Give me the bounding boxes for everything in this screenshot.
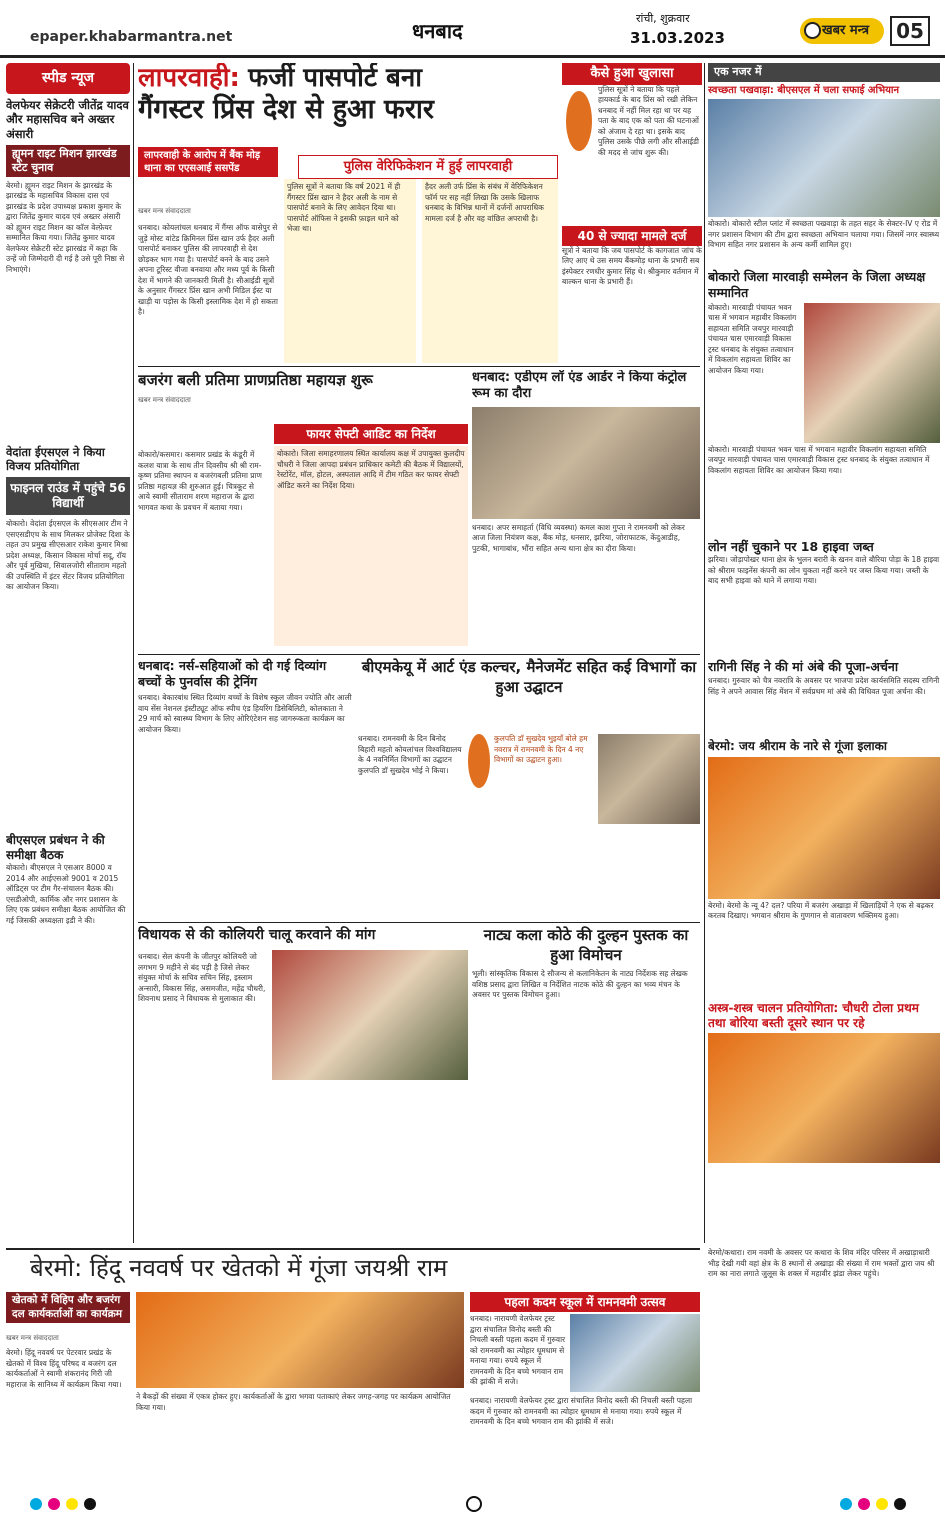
bmku-photo: [598, 734, 700, 824]
right-h6: अस्त्र-शस्त्र चालन प्रतियोगिता: चौधरी टोला प्रथम तथा बोरिया बस्ती दूसरे स्थान पर रहे: [708, 1000, 919, 1030]
page-number: 05: [890, 16, 930, 46]
logo-icon: [804, 22, 821, 39]
mid-t6: भूली। सांस्कृतिक विकास दे सौजन्य से कलानिकेतन के नाट्य निर्देशक सह लेखक वशिष्ठ प्रसाद द्वारा लिखित व निर्देशित नाटक कोठे की दुल्हन का भव्य मंचन के अवसर पर पुस्तक विमोचन हुआ।: [472, 969, 688, 999]
left-column: [6, 63, 130, 1248]
right-t2: बोकारो। मारवाड़ी पंचायत भवन चास में भगवान महावीर विकलांग सहायता समिति जयपुर मारवाड़ी पंचायत चास एमारवाड़ी विकास ट्रस्ट धनबाद के संयुक्त तत्वाधान में विकलांग सहायता शिविर का आयोजन किया गया।: [708, 302, 797, 375]
divider: [138, 654, 700, 655]
mid-t1: बोकारो/कसमार। कसमार प्रखंड के कंडूरी में कलश यात्रा के साथ तीन दिवसीय श्री श्री राम-कृष्ण प्रतिमा स्थापन व बजरंगबली प्रतिमा प्राण प्रतिष्ठा महायज्ञ की शुरुआत हुई। चित्रकूट से आये स्वामी सीताराम शरण महाराज के द्वारा भागवत कथा के प्रवचन में बताया गया।: [138, 450, 262, 512]
right-column: [708, 63, 940, 1243]
lead-band: पुलिस वेरिफिकेशन में हुई लापरवाही: [298, 155, 558, 179]
cyan-dot-icon: [30, 1498, 42, 1510]
mid-h4: बीएमकेयू में आर्ट एंड कल्चर, मैनेजमेंट सहित कई विभागों का हुआ उद्घाटन: [361, 658, 697, 696]
control-room-photo: [472, 407, 700, 519]
mid-h3: धनबाद: नर्स-सहियाओं को दी गई दिव्यांग बच्चों के पुनर्वास की ट्रेनिंग: [138, 658, 327, 689]
magenta-dot-icon: [858, 1498, 870, 1510]
left-t2: बोकारो। वेदांता ईएसएल के सीएसआर टीम ने एसएसडीएच के साथ मिलकर प्रोजेक्ट दिशा के तहत उप प्रमुख सीएसआर राकेश कुमार मिश्रा प्रदेश अध्यक्ष, किसान विकास मोर्चा सदू, रॉय और पूर्व मुखिया, सिवालजोरी सीताराम महतो की उपस्थिति में इंटर सेंटर विजय प्रतियोगिता का आयोजन किया।: [6, 519, 130, 592]
how-title: कैसे हुआ खुलासा: [562, 63, 702, 85]
left-t3: बोकारो। बीएसएल ने एसआर 8000 व 2014 और आईएसओ 9001 व 2015 ऑडिट्स पर टीम गैर-संचालन बैठक की। एसडीओपी, कार्मिक और नगर प्रशासन के लिए एक प्रबंधन समीक्षा बैठक आयोजित की गई जिसकी अध्यक्षता इडी ने की।: [6, 863, 126, 925]
bottom-t3: धनबाद। नारायणी वेलफेयर ट्रस्ट द्वारा संचालित विनोद बस्ती की निचली बस्ती पहला कदम में गुरुवार को रामनवमी का त्योहार धूमधाम से मनाया गया। रुपये स्कूल में रामनवमी के दिन बच्चे भगवान राम की झांकी में सजे।: [470, 1396, 693, 1426]
how-title-2: 40 से ज्यादा मामले दर्ज: [562, 226, 702, 246]
bottom-byline: खबर मन्त्र संवाददाता: [6, 1334, 59, 1342]
divider: [704, 63, 705, 1243]
right-h5: बेरमो: जय श्रीराम के नारे से गूंजा इलाका: [708, 739, 887, 754]
lead-byline: खबर मन्त्र संवाददाता: [138, 207, 191, 215]
colliery-photo: [272, 950, 468, 1080]
school-photo: [570, 1314, 700, 1392]
mid-t3: धनबाद। बेकारबांध स्थित दिव्यांग बच्चों के विशेष स्कूल जीवन ज्योति और आली वाय सेंस नेशनल इंस्टीट्यूट ऑफ स्पीच एंड हियरिंग डिसेबिलिटी, कोलकाता ने 29 मार्च को स्वास्थ्य विभाग के लिए ओरिएंटेशन सह जागरूकता कार्यक्रम का आयोजन किया।: [138, 693, 352, 734]
ram-photo: [708, 757, 940, 899]
yellow-dot-icon: [876, 1498, 888, 1510]
left-h1-sub: ह्यूमन राइट मिशन झारखंड स्टेट चुनाव: [6, 145, 130, 177]
logo-text: खबर मन्त्र: [822, 23, 870, 38]
bmku-story: [358, 658, 700, 918]
site-url[interactable]: epaper.khabarmantra.net: [30, 29, 233, 45]
place-day: रांची, शुक्रवार: [636, 12, 690, 25]
lead-story: [138, 63, 558, 363]
bottom-t3-a: धनबाद। नारायणी वेलफेयर ट्रस्ट द्वारा संचालित विनोद बस्ती की निचली बस्ती पहला कदम में गुरुवार को रामनवमी का त्योहार धूमधाम से मनाया गया। रुपये स्कूल में रामनवमी के दिन बच्चे भगवान राम की झांकी में सजे।: [470, 1314, 566, 1386]
registration-marks: [0, 1490, 945, 1517]
how-text: पुलिस सूत्रों ने बताया कि पहले हायकार्ड के बाद प्रिंस को रखी लेकिन धनबाद में नहीं मिल रहा था पर यह पता के बाद एक को पता की घटनाओं को अंजाम दे रहा था। इसके बाद पुलिस उसके पीछे लगी और सीआईडी की मदद से जांच शुरू की।: [598, 84, 699, 157]
left-h2-box: फाइनल राउंड में पहुंचे 56 विद्यार्थी: [6, 477, 130, 515]
magenta-dot-icon: [48, 1498, 60, 1510]
how-box: [562, 63, 702, 363]
quote-icon: [468, 734, 490, 788]
how-text-2: सूत्रों ने बताया कि जब पासपोर्ट के कागजात जांच के लिए आए थे उस समय बैंकमोड़ थाना के प्रभारी सब इंस्पेक्टर रणधीर कुमार सिंह थे। श्रीकुमार वर्तमान में बाल्कन थाना के प्रभारी हैं।: [562, 245, 702, 287]
right-t6: बेरमो/कथारा। राम नवमी के अवसर पर कथारा के शिव मंदिर परिसर में अखाड़ाधारी भीड़ देखी गयी वहां क्षेत्र के 8 स्थानों से अखाड़ा की संख्या में राम भक्तों द्वारा जय श्री राम का नारा लगाते जुलूस के शक्ल में महावीर झंडा लेकर पहुंचे।: [708, 1248, 935, 1278]
lead-headline-red: लापरवाही:: [138, 63, 240, 93]
lead-headline: [138, 63, 558, 94]
left-t1: बेरमो। ह्यूमन राइट मिशन के झारखंड के झारखंड के महासचिव विकास दास एवं झारखंड के प्रदेश उपाध्यक्ष प्रकाश कुमार के द्वारा जितेंद्र कुमार यादव एवं अख्तर अंसारी को ह्यूमन राइट मिशन का कॉल वेल्फ़ेयर सम्मानित किया गया। जितेंद्र कुमार यादव वेलफेयर सेक्रेटरी स्टेट झारखंड में कहा कि उन्हें जो जिम्मेदारी दी गई है उसे पूरी निष्ठा से निभाएंगे।: [6, 180, 125, 274]
bottom-box: पहला कदम स्कूल में रामनवमी उत्सव: [470, 1292, 700, 1312]
mid-byline: खबर मन्त्र संवाददाता: [138, 396, 191, 405]
mid-h2: धनबाद: एडीएम लॉ एंड आर्डर ने किया कंट्रोल रूम का दौरा: [472, 370, 687, 402]
divider: [6, 1248, 700, 1250]
right-t5: बेरमो। बेरमो के न्यू 4? दल? परिया में बजरंग अखाड़ा में खिलाड़ियों ने एक से बढ़कर करतब दिखाए। भगवान श्रीराम के गुणगान से वातावरण भक्तिमय हुआ।: [708, 900, 934, 921]
divider: [138, 922, 700, 923]
lead-body-2: पुलिस सूत्रों ने बताया कि वर्ष 2021 में ही गैंगस्टर प्रिंस खान ने हैदर अली के नाम से पासपोर्ट बनाने के लिए आवेदन दिया था। पासपोर्ट ऑफिस ने इसकी फ़ाइल थाने को भेजा था।: [284, 179, 416, 363]
colliery-story: [138, 926, 468, 1244]
right-t1: बोकारो। बोकारो स्टील प्लांट में स्वच्छता पखवाड़ा के तहत सहर के सेक्टर-IV ए रोड में नगर प्रशासन विभाग की टीम द्वारा स्वच्छता अभियान चलाया गया। जिसमें नगर स्वास्थ्य विभाग सहित नगर प्रशासन के अन्य कर्मी शामिल हुए।: [708, 219, 940, 250]
right-h1: स्वच्छता पखवाड़ा: बीएसएल में चला सफाई अभियान: [708, 84, 900, 96]
nurse-story: [138, 658, 352, 918]
right-t2b: बोकारो। मारवाड़ी पंचायत भवन चास में भगवान महावीर विकलांग सहायता समिति जयपुर मारवाड़ी पंचायत चास एमारवाड़ी विकास ट्रस्ट धनबाद के संयुक्त तत्वाधान में विकलांग सहायता शिविर का आयोजन किया गया।: [708, 444, 930, 475]
yellow-dot-icon: [66, 1498, 78, 1510]
quote-icon: [566, 91, 592, 151]
bottom-sub: खेतको में विहिप और बजरंग दल कार्यकर्ताओं का कार्यक्रम: [6, 1292, 130, 1323]
right-t4: धनबाद। गुरुवार को चैत्र नवरात्रि के अवसर पर भाजपा प्रदेश कार्यसमिति सदस्य रागिनी सिंह ने अपने आवास सिंह मेंशन में सर्वप्रथम मां अंबे की विधिवत पूजा अर्चना की।: [708, 676, 940, 696]
page-city: धनबाद: [412, 19, 463, 43]
marwari-photo: [804, 303, 940, 443]
bmku-quote: कुलपति डॉ सुखदेव भुइयाँ बोले हम नवरात्र में रामनवमी के दिन 4 नए विभागों का उद्घाटन हुआ।: [494, 734, 588, 764]
bottom-headline: बेरमो: हिंदू नववर्ष पर खेतको में गूंजा जयश्री राम: [30, 1254, 448, 1282]
black-dot-icon: [894, 1498, 906, 1510]
speed-news-badge: स्पीड न्यूज: [6, 63, 130, 94]
mid-h5: विधायक से की कोलियरी चालू करवाने की मांग: [138, 927, 376, 943]
lead-body-3: हैदर अली उर्फ प्रिंस के संबंध में वेरिफिकेशन फॉर्म पर सह नहीं लिखा कि उसके खिलाफ धनबाद के विभिन्न थानों में दर्जनों आपराधिक मामला दर्ज है और वह वांछित अपराधी है।: [422, 179, 558, 363]
adm-story: [472, 370, 700, 650]
procession-photo: [708, 1033, 940, 1163]
lead-body: धनबाद। कोयलांचल धनबाद में गैंग्स ऑफ वासेपुर से जुड़े मोस्ट वांटेड क्रिमिनल प्रिंस खान उर्फ हैदर अली पासपोर्ट बनाकर पुलिस की लापरवाही से देश छोड़कर भाग गया है। पासपोर्ट बनने के बाद उसने अपना टूरिस्ट वीजा बनवाया और मध्य पूर्व के किसी देश में भागने की जानकारी मिली है। सीआईडी सूत्रों के अनुसार गैंगस्टर प्रिंस खान अभी मिडिल ईस्ट या खाड़ी या पड़ोस के किसी इस्लामिक देश में हो सकता है।: [138, 223, 278, 316]
black-dot-icon: [84, 1498, 96, 1510]
masthead: [0, 0, 945, 58]
left-h2: वेदांता ईएसएल ने किया विजय प्रतियोगिता: [6, 444, 105, 473]
divider: [138, 366, 700, 367]
mid-t4: धनबाद। रामनवमी के दिन बिनोद बिहारी महतो कोयलांचल विश्वविद्यालय के 4 नवनिर्मित विभागों का उद्घाटन कुलपति डॉ सुखदेव भोई ने किया।: [358, 734, 462, 775]
drama-story: [472, 926, 700, 1244]
yagya-story: [138, 370, 468, 650]
right-h2: बोकारो जिला मारवाड़ी सम्मेलन के जिला अध्यक्ष सम्मानित: [708, 269, 926, 300]
mid-t2: धनबाद। अपर समाहर्ता (विधि व्यवस्था) कमल काश गुप्ता ने रामनवमी को लेकर आज जिला नियंत्रण कक्ष, बैंक मोड़, धनसार, झरिया, जोराफाटक, केंदुआडीह, पुटकी, भागाबांध, भौंरा सहित अन्य थाना क्षेत्र का दौरा किया।: [472, 522, 685, 553]
bottom-t2: ने बैकड़ों की संख्या में एकत्र होकर हुए। कार्यकर्ताओं के द्वारा भगवा पताकाएं लेकर जगह-जगह पर कार्यक्रम आयोजित किया गया।: [136, 1392, 451, 1412]
date: 31.03.2023: [630, 29, 725, 47]
lead-headline-2: गैंगस्टर प्रिंस देश से हुआ फरार: [138, 94, 434, 126]
left-h3: बीएसएल प्रबंधन ने की समीक्षा बैठक: [6, 833, 105, 863]
fire-band: फायर सेफ्टी आडिट का निर्देश: [274, 424, 468, 444]
brand-logo: [800, 18, 884, 44]
left-h1: वेलफेयर सेक्रेटरी जीतेंद्र यादव और महासचिव बने अख्तर अंसारी: [6, 97, 129, 141]
crosshair-icon: [466, 1496, 482, 1512]
lead-headline-rest: फर्जी पासपोर्ट बना: [248, 63, 423, 93]
lead-sub-box: लापरवाही के आरोप में बैंक मोड़ थाना का एएसआई ससपेंड: [138, 147, 278, 177]
right-t3: झरिया। जोड़ापोखर थाना क्षेत्र के भुलन बरारी के खनन वाले बौरिया पोड़ा के 18 हाइवा को श्रीराम फाइनेंस कंपनी का लोन चुकता नहीं करने पर जब्त किया गया। जब्ती के बाद सभी हाइवा को थाने में लगाया गया।: [708, 555, 940, 586]
right-h3: लोन नहीं चुकाने पर 18 हाइवा जब्त: [708, 538, 874, 554]
khetko-photo: [136, 1292, 464, 1388]
mid-h1: बजरंग बली प्रतिमा प्राणप्रतिष्ठा महायज्ञ शुरू: [138, 371, 373, 389]
mid-h6: नाट्य कला कोठे की दुल्हन पुस्तक का हुआ विमोचन: [483, 926, 689, 964]
bottom-t1: बेरमो। हिंदू नववर्ष पर पेटरवार प्रखंड के खेतको में विश्व हिंदू परिषद व बजरंग दल कार्यकर्ताओं ने स्वामी शंकरानंद गिरी जी महाराज के सानिध्य में कार्यक्रम किया गया।: [6, 1348, 122, 1389]
mid-t-band: बोकारो। जिला समाहरणालय स्थित कार्यालय कक्ष में उपायुक्त कुलदीप चौधरी ने जिला आपदा प्रबंधन प्राधिकार कमेटी की बैठक में विद्यालयों, रेस्टोरेंट, मॉल, होटल, अस्पताल आदि में टीम गठित कर फायर सेफ्टी ऑडिट करने का निर्देश दिया।: [274, 446, 468, 646]
at-glance-tag: एक नजर में: [708, 63, 940, 82]
cyan-dot-icon: [840, 1498, 852, 1510]
cleanliness-photo: [708, 99, 940, 217]
mid-t5: धनबाद। सेल कंपनी के जीतपुर कोलियरी जो लगभग 9 महीने से बंद पड़ी है जिसे लेकर संयुक्त मोर्चा के सचिव सचिन सिंह, इस्लाम अन्सारी, विकास सिंह, असमजीत, महेंद्र चौधरी, शिवनाथ प्रसाद ने विधायक से मुलाकात की।: [138, 952, 266, 1003]
right-h4: रागिनी सिंह ने की मां अंबे की पूजा-अर्चना: [708, 659, 899, 675]
divider: [133, 63, 134, 1243]
